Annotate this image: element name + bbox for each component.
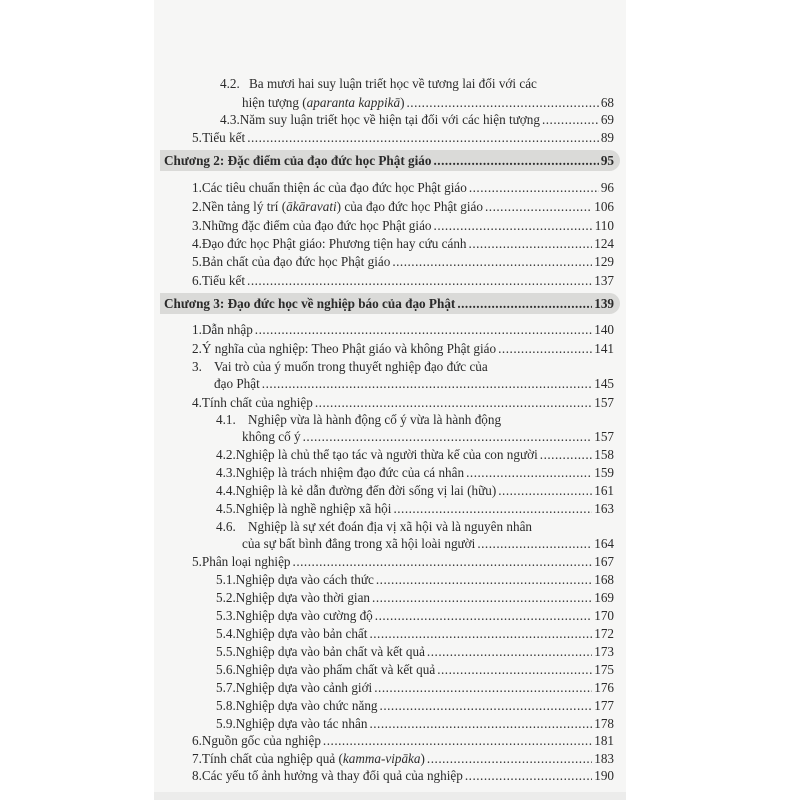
page-number: 178 bbox=[594, 716, 614, 731]
page-number: 177 bbox=[594, 698, 614, 713]
page-number: 96 bbox=[600, 180, 614, 195]
entry-number: 5.6. bbox=[216, 662, 236, 677]
dot-leader bbox=[485, 197, 592, 216]
entry-title: Tính chất của nghiệp quả (kamma-vipāka) bbox=[201, 751, 425, 766]
page-number: 110 bbox=[594, 218, 614, 233]
dot-leader bbox=[392, 252, 592, 271]
toc-entry bbox=[216, 660, 614, 679]
entry-number: 6. bbox=[192, 733, 202, 748]
toc-entry bbox=[216, 606, 614, 625]
entry-title: Các yếu tố ảnh hưởng và thay đổi quả của nghiệp bbox=[201, 768, 463, 783]
dot-leader bbox=[469, 234, 593, 253]
entry-title: Nghiệp là sự xét đoán địa vị xã hội và là nguyên nhân bbox=[248, 519, 533, 534]
toc-entry bbox=[216, 445, 614, 464]
entry-number: 5. bbox=[192, 254, 202, 269]
dot-leader bbox=[434, 216, 593, 235]
entry-number: 5.7. bbox=[216, 680, 236, 695]
book-page bbox=[154, 0, 626, 800]
entry-title: Dẫn nhập bbox=[201, 322, 253, 337]
entry-number: 5. bbox=[192, 554, 202, 569]
toc-entry bbox=[216, 570, 614, 589]
entry-number: 5.9. bbox=[216, 716, 236, 731]
entry-title: Nghiệp dựa vào phẩm chất và kết quả bbox=[235, 662, 436, 677]
page-number: 170 bbox=[594, 608, 614, 623]
dot-leader bbox=[372, 588, 592, 607]
entry-number: 4. bbox=[192, 236, 202, 251]
page-number: 158 bbox=[594, 447, 614, 462]
entry-number: 4.3. bbox=[216, 465, 236, 480]
entry-title: của sự bất bình đẳng trong xã hội loài người bbox=[242, 536, 476, 551]
page-number: 157 bbox=[594, 395, 614, 410]
entry-number: 5.2. bbox=[216, 590, 236, 605]
toc-entry bbox=[216, 642, 614, 661]
entry-number: 6. bbox=[192, 273, 202, 288]
dot-leader bbox=[477, 534, 592, 553]
entry-number: 4.2. bbox=[216, 447, 236, 462]
entry-title: Nghiệp là kẻ dẫn đường đến đời sống vị lai (hữu) bbox=[235, 483, 497, 498]
dot-leader bbox=[498, 339, 592, 358]
toc-entry bbox=[192, 320, 614, 339]
toc-entry bbox=[192, 216, 614, 235]
entry-title: Nghiệp dựa vào cảnh giới bbox=[235, 680, 373, 695]
entry-title: Phân loại nghiệp bbox=[201, 554, 291, 569]
entry-title: Nghiệp vừa là hành động cố ý vừa là hành động bbox=[248, 412, 502, 427]
dot-leader bbox=[293, 552, 593, 571]
entry-title: Nghiệp là nghề nghiệp xã hội bbox=[235, 501, 392, 516]
entry-number: 4.6. bbox=[216, 519, 236, 534]
page-number: 139 bbox=[594, 296, 614, 311]
entry-title: Đạo đức học Phật giáo: Phương tiện hay cứu cánh bbox=[201, 236, 467, 251]
entry-title: Nền tảng lý trí (ākāravati) của đạo đức học Phật giáo bbox=[201, 199, 483, 214]
dot-leader bbox=[457, 294, 592, 313]
page-number: 140 bbox=[594, 322, 614, 337]
entry-title: Nghiệp là chủ thể tạo tác và người thừa kế của con người bbox=[235, 447, 538, 462]
chapter-title: Chương 3: Đạo đức học về nghiệp báo của đạo Phật bbox=[164, 296, 456, 311]
dot-leader bbox=[375, 606, 592, 625]
entry-number: 5.3. bbox=[216, 608, 236, 623]
entry-number: 2. bbox=[192, 199, 202, 214]
entry-title: không cố ý bbox=[242, 429, 301, 444]
toc-entry bbox=[216, 499, 614, 518]
dot-leader bbox=[433, 151, 598, 170]
entry-number: 1. bbox=[192, 322, 202, 337]
dot-leader bbox=[369, 624, 592, 643]
entry-title: Các tiêu chuẩn thiện ác của đạo đức học Phật giáo bbox=[201, 180, 467, 195]
entry-number: 4.5. bbox=[216, 501, 236, 516]
toc-entry bbox=[192, 252, 614, 271]
entry-title: Tính chất của nghiệp bbox=[201, 395, 313, 410]
entry-title: Nghiệp dựa vào cường độ bbox=[235, 608, 373, 623]
chapter-heading bbox=[164, 294, 614, 313]
toc-entry bbox=[216, 463, 614, 482]
page-number: 169 bbox=[594, 590, 614, 605]
entry-title: Những đặc điểm của đạo đức học Phật giáo bbox=[201, 218, 432, 233]
entry-title: Nghiệp dựa vào cách thức bbox=[235, 572, 374, 587]
entry-number: 4.4. bbox=[216, 483, 236, 498]
page-number: 68 bbox=[600, 95, 614, 110]
dot-leader bbox=[393, 499, 592, 518]
toc-entry bbox=[216, 678, 614, 697]
page-number: 176 bbox=[594, 680, 614, 695]
toc-entry bbox=[220, 74, 614, 93]
page-number: 141 bbox=[594, 341, 614, 356]
page-number: 89 bbox=[600, 130, 614, 145]
chapter-heading bbox=[164, 151, 614, 170]
page-number: 137 bbox=[594, 273, 614, 288]
page-number: 175 bbox=[594, 662, 614, 677]
entry-title: Nguồn gốc của nghiệp bbox=[201, 733, 321, 748]
dot-leader bbox=[498, 481, 592, 500]
entry-title: đạo Phật bbox=[214, 376, 260, 391]
toc-entry bbox=[192, 197, 614, 216]
entry-title: Nghiệp dựa vào thời gian bbox=[235, 590, 371, 605]
dot-leader bbox=[542, 110, 599, 129]
dot-leader bbox=[465, 766, 592, 785]
toc-entry bbox=[214, 374, 614, 393]
dot-leader bbox=[380, 696, 593, 715]
page-number: 173 bbox=[594, 644, 614, 659]
entry-number: 4.2. bbox=[220, 76, 240, 91]
dot-leader bbox=[303, 427, 593, 446]
page-number: 183 bbox=[594, 751, 614, 766]
page-number: 167 bbox=[594, 554, 614, 569]
dot-leader bbox=[376, 570, 592, 589]
page-number: 145 bbox=[594, 376, 614, 391]
entry-title: Nghiệp dựa vào bản chất bbox=[235, 626, 368, 641]
entry-number: 2. bbox=[192, 341, 202, 356]
entry-title: Ý nghĩa của nghiệp: Theo Phật giáo và không Phật giáo bbox=[201, 341, 497, 356]
entry-title: Tiểu kết bbox=[202, 130, 246, 145]
page-number: 164 bbox=[594, 536, 614, 551]
page-number: 129 bbox=[594, 254, 614, 269]
page-number: 168 bbox=[594, 572, 614, 587]
page-number: 181 bbox=[594, 733, 614, 748]
toc-entry bbox=[242, 534, 614, 553]
entry-number: 4.3. bbox=[220, 112, 240, 127]
toc-entry bbox=[216, 588, 614, 607]
page-number: 69 bbox=[600, 112, 614, 127]
dot-leader bbox=[247, 128, 599, 147]
dot-leader bbox=[427, 642, 592, 661]
entry-title: Năm suy luận triết học về hiện tại đối với các hiện tượng bbox=[239, 112, 540, 127]
toc-entry bbox=[192, 731, 614, 750]
page-number: 106 bbox=[594, 199, 614, 214]
page-number: 159 bbox=[594, 465, 614, 480]
page-number: 190 bbox=[594, 768, 614, 783]
entry-number: 4. bbox=[192, 395, 202, 410]
dot-leader bbox=[540, 445, 592, 464]
dot-leader bbox=[437, 660, 592, 679]
dot-leader bbox=[466, 463, 592, 482]
dot-leader bbox=[323, 731, 592, 750]
toc-entry bbox=[192, 234, 614, 253]
toc-entry bbox=[220, 110, 614, 129]
page-number: 161 bbox=[594, 483, 614, 498]
toc-entry bbox=[192, 271, 614, 290]
toc-entry bbox=[192, 339, 614, 358]
page-number: 124 bbox=[594, 236, 614, 251]
dot-leader bbox=[262, 374, 592, 393]
dot-leader bbox=[374, 678, 592, 697]
page-number: 95 bbox=[600, 153, 614, 168]
dot-leader bbox=[255, 320, 592, 339]
page-number: 172 bbox=[594, 626, 614, 641]
entry-number: 4.1. bbox=[216, 412, 236, 427]
entry-number: 5.5. bbox=[216, 644, 236, 659]
entry-number: 5.4. bbox=[216, 626, 236, 641]
dot-leader bbox=[247, 271, 592, 290]
entry-number: 3. bbox=[192, 359, 202, 374]
page-number: 163 bbox=[594, 501, 614, 516]
toc-entry bbox=[216, 696, 614, 715]
toc-entry bbox=[192, 766, 614, 785]
toc-entry bbox=[242, 427, 614, 446]
entry-title: Nghiệp dựa vào bản chất và kết quả bbox=[235, 644, 425, 659]
entry-title: Nghiệp dựa vào chức năng bbox=[235, 698, 378, 713]
entry-number: 5.8. bbox=[216, 698, 236, 713]
entry-title: Nghiệp là trách nhiệm đạo đức của cá nhân bbox=[235, 465, 465, 480]
entry-number: 8. bbox=[192, 768, 202, 783]
entry-number: 5.1. bbox=[216, 572, 236, 587]
entry-title: Bản chất của đạo đức học Phật giáo bbox=[201, 254, 391, 269]
entry-title: Tiểu kết bbox=[201, 273, 246, 288]
entry-number: 7. bbox=[192, 751, 202, 766]
page-number: 157 bbox=[594, 429, 614, 444]
entry-title: Vai trò của ý muốn trong thuyết nghiệp đạo đức của bbox=[214, 359, 488, 374]
toc-entry bbox=[216, 481, 614, 500]
entry-number: 5. bbox=[192, 130, 202, 145]
toc-entry bbox=[192, 552, 614, 571]
toc-entry bbox=[192, 128, 614, 147]
entry-title: Nghiệp dựa vào tác nhân bbox=[235, 716, 368, 731]
entry-title: Ba mươi hai suy luận triết học về tương lai đối với các bbox=[249, 76, 537, 91]
toc-entry bbox=[192, 178, 614, 197]
entry-number: 1. bbox=[192, 180, 202, 195]
entry-title: hiện tượng (aparanta kappikā) bbox=[242, 95, 405, 110]
dot-leader bbox=[469, 178, 599, 197]
toc-entry bbox=[216, 624, 614, 643]
chapter-title: Chương 2: Đặc điểm của đạo đức học Phật giáo bbox=[164, 153, 432, 168]
entry-number: 3. bbox=[192, 218, 202, 233]
